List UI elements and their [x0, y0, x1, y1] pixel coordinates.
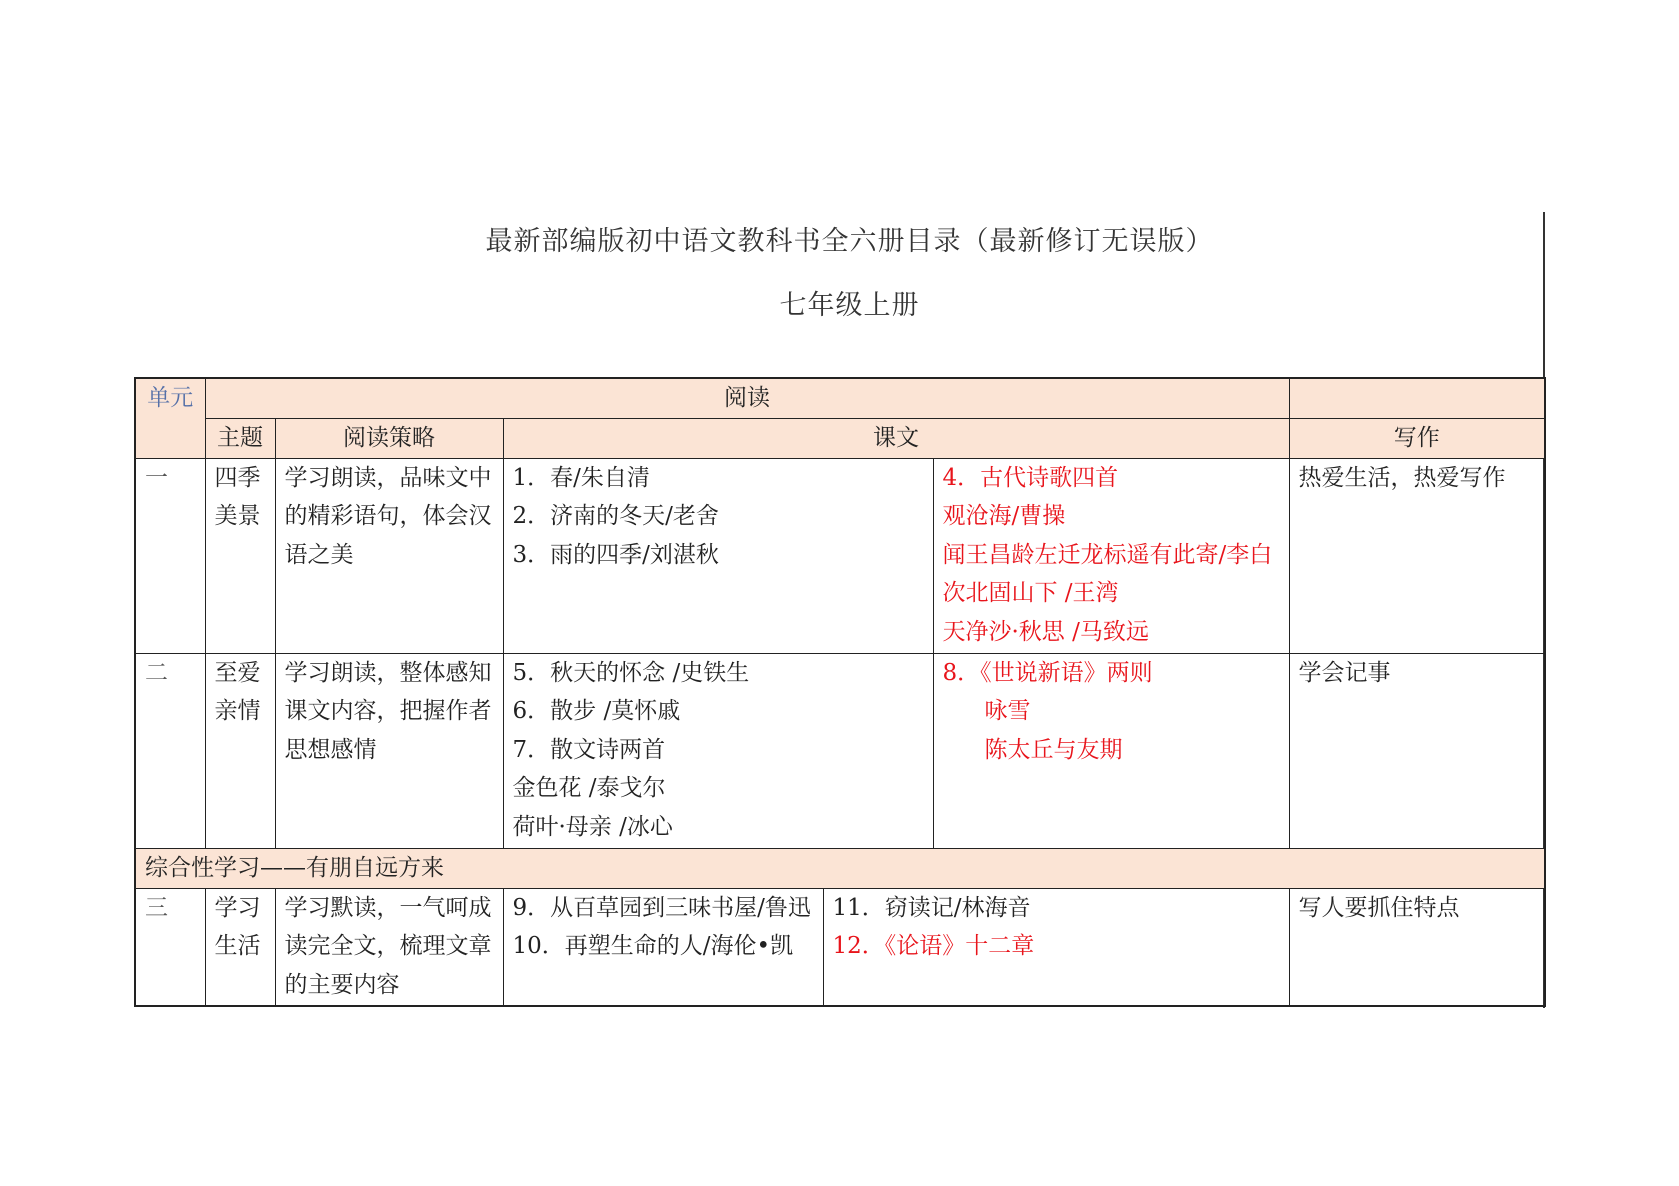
lesson-item: 6．散步 /莫怀戚 [512, 698, 681, 724]
reading-strategy: 学习默读，一气呵成读完全文，梳理文章的主要内容 [275, 888, 503, 1006]
theme-header: 主题 [205, 418, 275, 458]
unit-number: 三 [135, 888, 205, 1006]
table-of-contents [134, 377, 1546, 1007]
theme-line: 四季 [214, 464, 261, 491]
lesson-item: 9．从百草园到三味书屋/鲁迅 [512, 894, 811, 921]
lesson-item: 4．古代诗歌四首 [942, 464, 1119, 491]
texts-modern [503, 653, 933, 848]
lesson-item: 次北固山下 /王湾 [942, 580, 1119, 606]
lesson-item: 5．秋天的怀念 /史铁生 [512, 659, 750, 686]
table-row-unit-3 [135, 888, 1545, 1006]
lesson-item: 天净沙·秋思 /马致远 [942, 618, 1149, 645]
theme-line: 生活 [214, 933, 261, 959]
lesson-item: 金色花 /泰戈尔 [512, 775, 666, 801]
lesson-item: 11．窃读记/林海音 [832, 894, 1031, 921]
lesson-item: 咏雪 [984, 698, 1031, 724]
lesson-item: 荷叶·母亲 /冰心 [512, 813, 673, 840]
lesson-item: 2．济南的冬天/老舍 [512, 503, 719, 529]
table-row-unit-2 [135, 653, 1545, 848]
theme-line: 至爱 [214, 659, 261, 686]
texts-classical [933, 653, 1289, 848]
writing-topic: 写人要抓住特点 [1289, 888, 1545, 1006]
table-row-integrated-study [135, 848, 1545, 888]
document-title: 最新部编版初中语文教科书全六册目录（最新修订无误版） [485, 226, 1214, 257]
reading-header: 阅读 [205, 378, 1289, 418]
lesson-item: 闻王昌龄左迁龙标遥有此寄/李白 [942, 541, 1273, 568]
integrated-study: 综合性学习——有朋自远方来 [135, 848, 1545, 888]
texts-modern [503, 458, 933, 653]
writing-topic: 学会记事 [1289, 653, 1545, 848]
strategy-header: 阅读策略 [275, 418, 503, 458]
unit-number: 一 [135, 458, 205, 653]
table-row-unit-1 [135, 458, 1545, 653]
writing-topic: 热爱生活，热爱写作 [1289, 458, 1545, 653]
lesson-item: 陈太丘与友期 [984, 736, 1123, 763]
unit-header: 单元 [135, 378, 205, 458]
lesson-item: 3．雨的四季/刘湛秋 [512, 541, 719, 568]
lesson-item: 1．春/朱自清 [512, 464, 650, 491]
unit-theme [205, 888, 275, 1006]
texts-header: 课文 [503, 418, 1289, 458]
theme-line: 亲情 [214, 698, 261, 724]
header-row-1 [135, 378, 1545, 418]
reading-strategy: 学习朗读，品味文中的精彩语句，体会汉语之美 [275, 458, 503, 653]
document-subtitle: 七年级上册 [779, 290, 920, 321]
header-blank-cell [1289, 378, 1545, 418]
theme-line: 学习 [214, 894, 261, 921]
writing-header: 写作 [1289, 418, 1545, 458]
lesson-item: 12．《论语》十二章 [832, 933, 1035, 959]
lesson-item: 观沧海/曹操 [942, 503, 1066, 529]
texts-left [503, 888, 823, 1006]
lesson-item: 8．《世说新语》两则 [942, 659, 1153, 686]
texts-right [823, 888, 1289, 1006]
header-row-2 [135, 418, 1545, 458]
texts-classical [933, 458, 1289, 653]
unit-number: 二 [135, 653, 205, 848]
lesson-item: 10．再塑生命的人/海伦•凯 [512, 933, 794, 959]
lesson-item: 7．散文诗两首 [512, 736, 666, 763]
reading-strategy: 学习朗读，整体感知课文内容，把握作者思想感情 [275, 653, 503, 848]
theme-line: 美景 [214, 503, 261, 529]
unit-theme [205, 653, 275, 848]
unit-theme [205, 458, 275, 653]
